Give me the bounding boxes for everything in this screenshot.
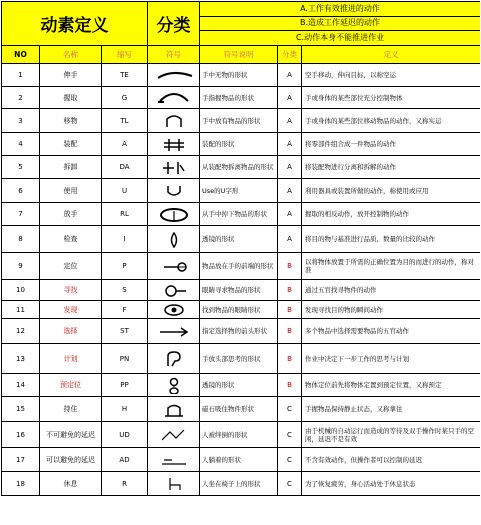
motion-definition: 以将物体放置于所需的正确位置为目的而进行的动作，称对准 (302, 253, 481, 280)
motion-class: A (278, 87, 302, 109)
motion-symbol (148, 64, 200, 87)
motion-class: B (278, 319, 302, 344)
row-number: 8 (2, 226, 40, 253)
empty-hand-icon (154, 67, 194, 84)
symbol-description: 指定选择物的前头形状 (200, 319, 278, 344)
symbol-description: 人躺着的形状 (200, 448, 278, 472)
table-row (2, 133, 481, 156)
motion-definition: 空手移动，伸向目标，以称空运 (302, 64, 481, 87)
motion-name: 定位 (40, 253, 102, 280)
motion-class: C (278, 397, 302, 422)
row-number: 3 (2, 109, 40, 133)
motion-class: C (278, 448, 302, 472)
motion-code: PP (102, 374, 148, 397)
symbol-description: 人坐在椅子上的形状 (200, 472, 278, 496)
motion-definition: 为了恢复疲劳，身心活动处于休息状态 (302, 472, 481, 496)
grasp-icon (154, 89, 194, 106)
motion-code: P (102, 253, 148, 280)
table-row (2, 280, 481, 301)
symbol-description: 手放头部思考的形状 (200, 344, 278, 374)
motion-symbol (148, 203, 200, 226)
table-row (2, 374, 481, 397)
motion-code: AD (102, 448, 148, 472)
motion-symbol (148, 422, 200, 448)
motion-class: A (278, 203, 302, 226)
motion-code: A (102, 133, 148, 156)
motion-code: U (102, 179, 148, 203)
row-number: 2 (2, 87, 40, 109)
category-a: A.工作有效推进的动作 (200, 2, 481, 17)
motion-code: TE (102, 64, 148, 87)
motion-symbol (148, 472, 200, 496)
col-header-code: 缩写 (102, 46, 148, 64)
motion-symbol (148, 226, 200, 253)
table-row (2, 301, 481, 319)
search-icon (154, 282, 194, 299)
motion-element-sheet (1, 1, 480, 523)
row-number: 15 (2, 397, 40, 422)
table-row (2, 344, 481, 374)
table-row (2, 156, 481, 179)
row-number: 18 (2, 472, 40, 496)
motion-definition: 握取的相反动作，放开控制物的动作 (302, 203, 481, 226)
motion-name: 预定位 (40, 374, 102, 397)
motion-symbol (148, 374, 200, 397)
row-number: 13 (2, 344, 40, 374)
row-number: 12 (2, 319, 40, 344)
motion-definition: 由于机械的自动运行而造成的等待及双手操作时某只手的空闲，延迟不是有效 (302, 422, 481, 448)
symbol-description: 找到物品的眼睛形状 (200, 301, 278, 319)
row-number: 6 (2, 179, 40, 203)
table-row (2, 203, 481, 226)
motion-name: 放手 (40, 203, 102, 226)
motion-class: B (278, 344, 302, 374)
column-header-row (2, 46, 481, 64)
motion-code: UD (102, 422, 148, 448)
motion-code: TL (102, 109, 148, 133)
symbol-description: 手指握物品的形状 (200, 87, 278, 109)
preposition-icon (154, 377, 194, 394)
col-header-no: NO (2, 46, 40, 64)
position-icon (154, 258, 194, 275)
motion-name: 休息 (40, 472, 102, 496)
motion-code: PN (102, 344, 148, 374)
motion-symbol (148, 87, 200, 109)
motion-definition: 手或身体的某些部位充分控制物体 (302, 87, 481, 109)
table-row (2, 226, 481, 253)
table-title: 动素定义 (2, 2, 148, 46)
symbol-description: 装配的形状 (200, 133, 278, 156)
motion-code: I (102, 226, 148, 253)
motion-symbol (148, 109, 200, 133)
table-row (2, 319, 481, 344)
symbol-description: 从手中掉下物品的形状 (200, 203, 278, 226)
motion-symbol (148, 448, 200, 472)
table-row (2, 422, 481, 448)
motion-code: RL (102, 203, 148, 226)
col-header-def: 定义 (302, 46, 481, 64)
row-number: 4 (2, 133, 40, 156)
motion-class: A (278, 64, 302, 87)
row-number: 11 (2, 301, 40, 319)
col-header-desc: 符号说明 (200, 46, 278, 64)
plan-icon (154, 350, 194, 367)
motion-definition: 将目的物与基准进行品质，数量的比较的动作 (302, 226, 481, 253)
release-icon (154, 206, 194, 223)
motion-definition: 将装配物进行分离和拆解的动作 (302, 156, 481, 179)
motion-definition: 手握物品保持静止状态，又称拿住 (302, 397, 481, 422)
symbol-description: 磁石吸住物件形状 (200, 397, 278, 422)
assemble-icon (154, 136, 194, 153)
motion-name: 选择 (40, 319, 102, 344)
motion-name: 检查 (40, 226, 102, 253)
category-b: B.造成工作延迟的动作 (200, 16, 481, 31)
motion-code: ST (102, 319, 148, 344)
motion-code: H (102, 397, 148, 422)
symbol-description: Use的U字形 (200, 179, 278, 203)
col-header-symbol: 符号 (148, 46, 200, 64)
symbol-description: 手中放有物品的形状 (200, 109, 278, 133)
row-number: 1 (2, 64, 40, 87)
motion-code: F (102, 301, 148, 319)
table-row (2, 109, 481, 133)
motion-code: S (102, 280, 148, 301)
motion-symbol (148, 397, 200, 422)
table-row (2, 448, 481, 472)
rest-icon (154, 475, 194, 492)
motion-name: 拆卸 (40, 156, 102, 179)
table-row (2, 397, 481, 422)
row-number: 5 (2, 156, 40, 179)
row-number: 16 (2, 422, 40, 448)
motion-name: 不可避免的延迟 (40, 422, 102, 448)
hold-icon (154, 401, 194, 418)
motion-name: 伸手 (40, 64, 102, 87)
motion-definition: 发现寻找目的物的瞬间动作 (302, 301, 481, 319)
table-row (2, 87, 481, 109)
motion-class: A (278, 133, 302, 156)
motion-code: DA (102, 156, 148, 179)
motion-definition: 将零部件组合成一件物品的动作 (302, 133, 481, 156)
motion-symbol (148, 319, 200, 344)
row-number: 10 (2, 280, 40, 301)
disassemble-icon (154, 159, 194, 176)
row-number: 7 (2, 203, 40, 226)
motion-name: 持住 (40, 397, 102, 422)
motion-symbol (148, 301, 200, 319)
table-row (2, 64, 481, 87)
motion-symbol (148, 179, 200, 203)
motion-symbol (148, 253, 200, 280)
motion-class: B (278, 374, 302, 397)
row-number: 14 (2, 374, 40, 397)
motion-name: 计划 (40, 344, 102, 374)
motion-definition: 通过五官找寻物件的动作 (302, 280, 481, 301)
row-number: 9 (2, 253, 40, 280)
motion-definition: 作业中决定下一步工作的思考与计划 (302, 344, 481, 374)
motion-name: 使用 (40, 179, 102, 203)
motion-class: C (278, 422, 302, 448)
motion-class: A (278, 109, 302, 133)
motion-definition: 手或身体的某些部位移动物品的动作，又称实运 (302, 109, 481, 133)
transport-icon (154, 112, 194, 129)
symbol-description: 透镜的形状 (200, 374, 278, 397)
motion-definition: 利用器具或装置所做的动作，称使用或应用 (302, 179, 481, 203)
symbol-description: 物品放在手的前端的形状 (200, 253, 278, 280)
motion-symbol (148, 156, 200, 179)
motion-class: A (278, 179, 302, 203)
table-row (2, 253, 481, 280)
unavoidable-delay-icon (154, 426, 194, 443)
motion-name: 可以避免的延迟 (40, 448, 102, 472)
avoidable-delay-icon (154, 451, 194, 468)
table-row (2, 472, 481, 496)
use-icon (154, 182, 194, 199)
motion-symbol (148, 133, 200, 156)
symbol-description: 透镜的形状 (200, 226, 278, 253)
motion-class: A (278, 226, 302, 253)
motion-class: A (278, 156, 302, 179)
motion-code: R (102, 472, 148, 496)
motion-name: 握取 (40, 87, 102, 109)
symbol-description: 从装配物拆离物品的形状 (200, 156, 278, 179)
table-row (2, 179, 481, 203)
select-icon (154, 323, 194, 340)
motion-definition: 物体定位前先将物体定置到预定位置，又称预定 (302, 374, 481, 397)
symbol-description: 人被绊倒的形状 (200, 422, 278, 448)
motion-code: G (102, 87, 148, 109)
motion-name: 发现 (40, 301, 102, 319)
motion-definition: 多个物品中选择需要物品的五官动作 (302, 319, 481, 344)
symbol-description: 手中无物的形状 (200, 64, 278, 87)
row-number: 17 (2, 448, 40, 472)
motion-name: 装配 (40, 133, 102, 156)
inspect-icon (154, 231, 194, 248)
motion-class: C (278, 472, 302, 496)
motion-name: 移物 (40, 109, 102, 133)
category-c: C.动作本身不能推进作业 (200, 31, 481, 46)
motion-class: B (278, 301, 302, 319)
motion-name: 寻找 (40, 280, 102, 301)
col-header-class: 分类 (278, 46, 302, 64)
motion-element-table (1, 1, 480, 496)
motion-symbol (148, 344, 200, 374)
symbol-description: 眼睛寻求物品的形状 (200, 280, 278, 301)
motion-symbol (148, 280, 200, 301)
find-icon (154, 301, 194, 318)
col-header-name: 名称 (40, 46, 102, 64)
motion-definition: 不含有效动作，但操作者可以控制的延迟 (302, 448, 481, 472)
motion-class: B (278, 253, 302, 280)
motion-class: B (278, 280, 302, 301)
category-title: 分类 (148, 2, 200, 46)
